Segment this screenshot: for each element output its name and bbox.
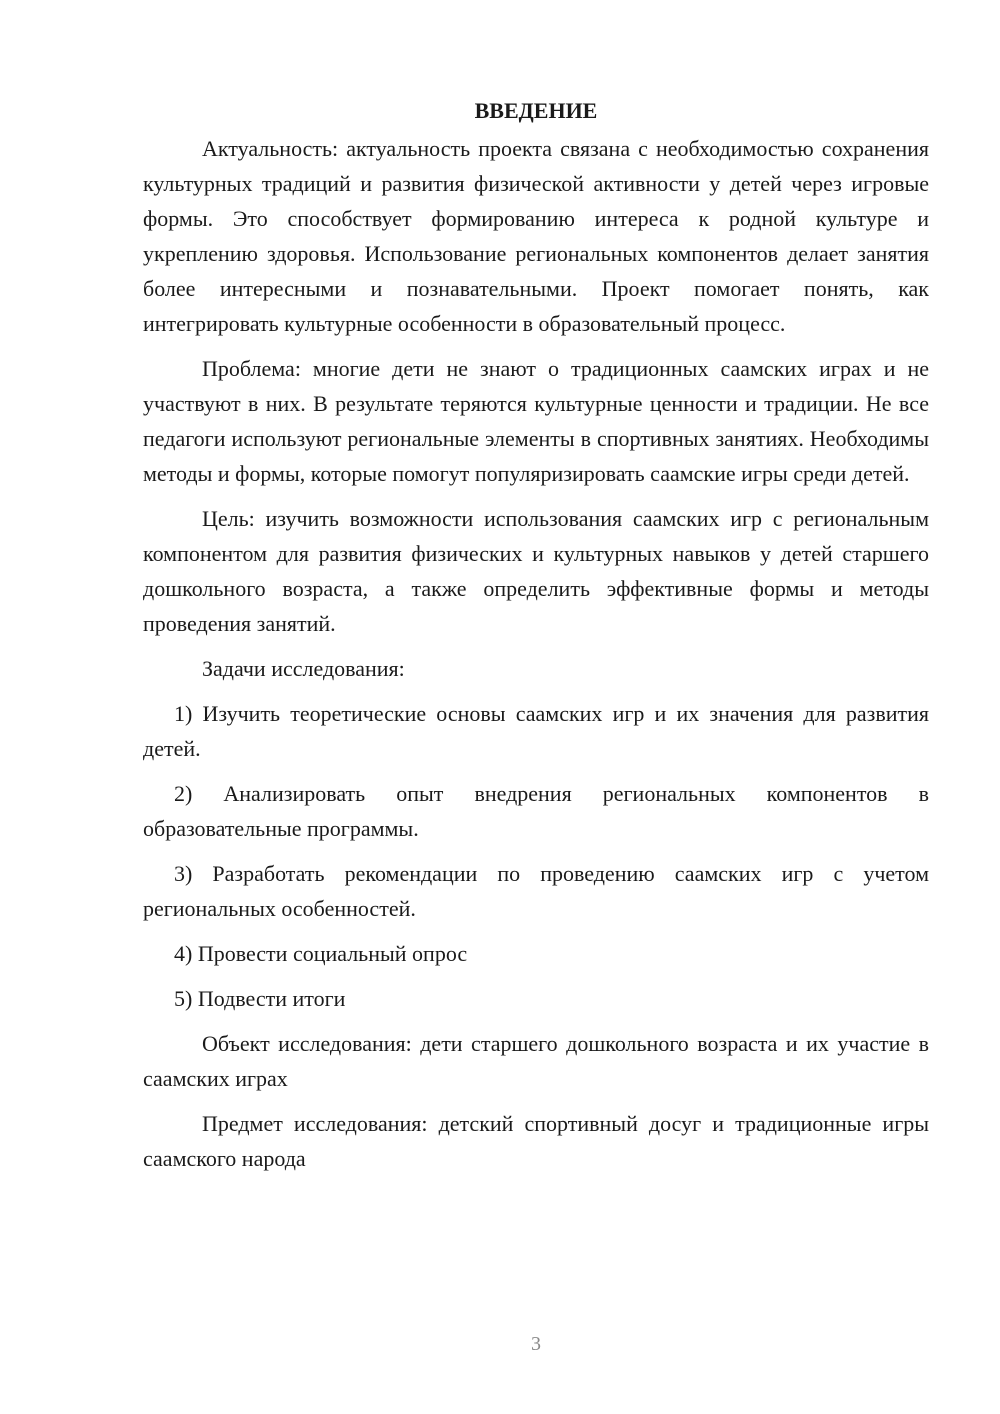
task-item-3: 3) Разработать рекомендации по проведению саамских игр с учетом региональных особенностей. xyxy=(143,861,929,921)
task-item-5: 5) Подвести итоги xyxy=(174,986,346,1011)
paragraph-goal: Цель: изучить возможности использования саамских игр с региональным компонентом для развития физических и культурных навыков у детей старшего дошкольного возраста, а также определить эффективные формы и методы проведения занятий. xyxy=(143,506,929,636)
tasks-heading: Задачи исследования: xyxy=(202,656,405,681)
task-item-1: 1) Изучить теоретические основы саамских игр и их значения для развития детей. xyxy=(143,701,929,761)
document-title: ВВЕДЕНИЕ xyxy=(474,98,598,123)
paragraph-object: Объект исследования: дети старшего дошкольного возраста и их участие в саамских играх xyxy=(143,1031,929,1091)
paragraph-problem: Проблема: многие дети не знают о традиционных саамских играх и не участвуют в них. В результате теряются культурные ценности и традиции. Не все педагоги используют региональные элементы в спортивных занятиях. Необходимы методы и формы, которые помогут популяризировать саамские игры среди детей. xyxy=(143,356,929,486)
page-number: 3 xyxy=(531,1333,541,1355)
task-item-2: 2) Анализировать опыт внедрения региональных компонентов в образовательные программы. xyxy=(143,781,929,841)
paragraph-relevance: Актуальность: актуальность проекта связана с необходимостью сохранения культурных традиций и развития физической активности у детей через игровые формы. Это способствует формированию интереса к родной культуре и укреплению здоровья. Использование региональных компонентов делает занятия более интересными и познавательными. Проект помогает понять, как интегрировать культурные особенности в образовательный процесс. xyxy=(143,136,929,336)
document-page xyxy=(143,94,929,1186)
task-item-4: 4) Провести социальный опрос xyxy=(174,941,468,966)
paragraph-subject: Предмет исследования: детский спортивный досуг и традиционные игры саамского народа xyxy=(143,1111,929,1171)
